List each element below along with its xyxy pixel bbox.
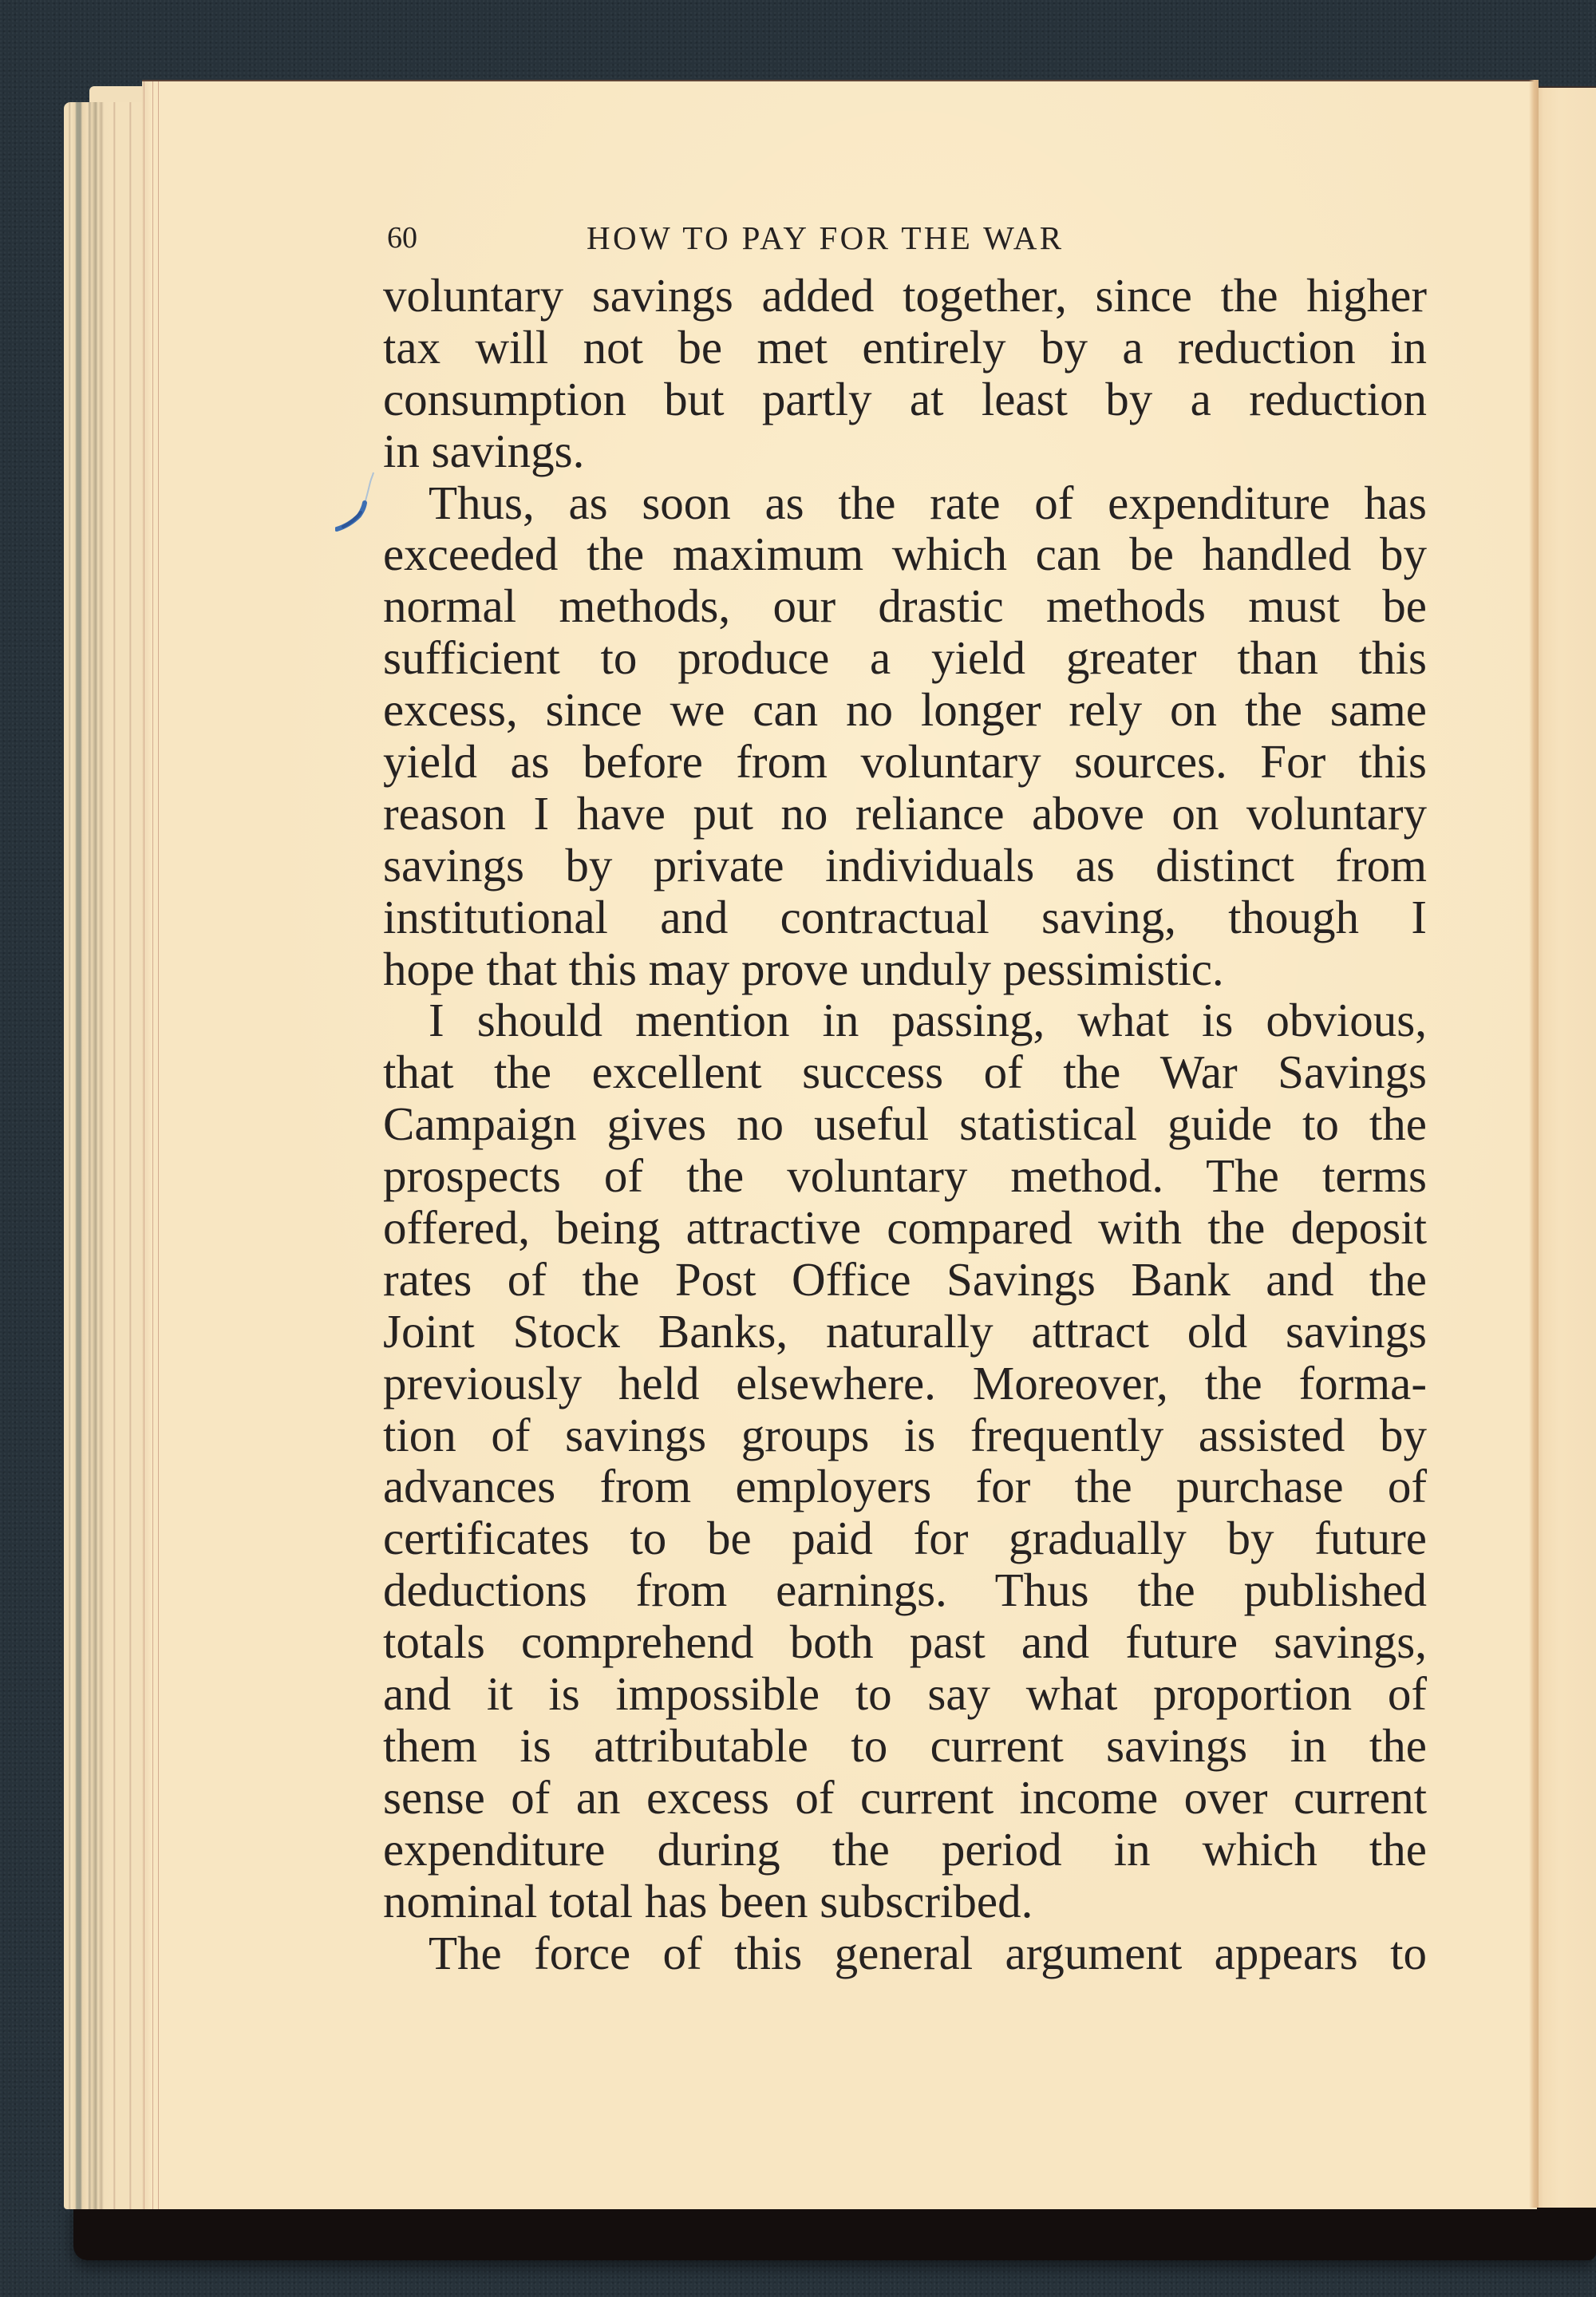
running-title: HOW TO PAY FOR THE WAR (587, 219, 1065, 256)
text-line: prospects of the voluntary method. The terms (383, 1149, 1427, 1203)
text-line: institutional and contractual saving, though I (383, 890, 1427, 943)
page-gutter (1529, 80, 1539, 2208)
text-line: deductions from earnings. Thus the published (383, 1564, 1427, 1617)
text-line: voluntary savings added together, since the higher (383, 269, 1427, 322)
page-stack-edges (64, 102, 152, 2209)
text-line: sufficient to produce a yield greater than this (383, 631, 1427, 685)
book-shadow (73, 2203, 1596, 2260)
pencil-check-mark-icon (335, 471, 375, 532)
paragraph-war-savings (383, 994, 1427, 1927)
facing-page (1535, 86, 1596, 2208)
text-line: normal methods, our drastic methods must be (383, 579, 1427, 633)
text-line: and it is impossible to say what proportion of (383, 1667, 1427, 1721)
paragraph-force (383, 1927, 1427, 1979)
text-line: rates of the Post Office Savings Bank and the (383, 1252, 1427, 1306)
paragraph-thus (383, 477, 1427, 995)
page-edge-line (152, 81, 153, 2209)
text-line: previously held elsewhere. Moreover, the forma- (383, 1356, 1427, 1409)
text-line: reason I have put no reliance above on voluntary (383, 786, 1427, 840)
text-line: totals comprehend both past and future savings, (383, 1615, 1427, 1669)
text-line: advances from employers for the purchase of (383, 1460, 1427, 1513)
text-line: them is attributable to current savings in the (383, 1718, 1427, 1772)
text-line: consumption but partly at least by a reduction (383, 372, 1427, 425)
text-line: offered, being attractive compared with the deposit (383, 1201, 1427, 1255)
text-line: Campaign gives no useful statistical guide to the (383, 1097, 1427, 1151)
text-line: excess, since we can no longer rely on the same (383, 683, 1427, 737)
text-line: savings by private individuals as distinct from (383, 838, 1427, 892)
text-line: certificates to be paid for gradually by future (383, 1512, 1427, 1565)
page-number: 60 (387, 221, 417, 255)
text-line: tion of savings groups is frequently assisted by (383, 1408, 1427, 1461)
text-line: I should mention in passing, what is obvious, (429, 994, 1427, 1047)
text-line: nominal total has been subscribed. (383, 1874, 1033, 1927)
text-line: in savings. (383, 424, 585, 477)
text-line: Joint Stock Banks, naturally attract old savings (383, 1304, 1427, 1358)
body-text (383, 270, 1427, 1979)
text-line: tax will not be met entirely by a reduction in (383, 320, 1427, 374)
text-line: yield as before from voluntary sources. For this (383, 735, 1427, 789)
text-line: hope that this may prove unduly pessimistic. (383, 942, 1224, 995)
paragraph-continued (383, 270, 1427, 477)
text-line: Thus, as soon as the rate of expenditure has (429, 476, 1427, 529)
text-line: The force of this general argument appears to (429, 1926, 1427, 1979)
text-line: expenditure during the period in which the (383, 1822, 1427, 1876)
page-edge-line (158, 81, 159, 2209)
text-line: that the excellent success of the War Savings (383, 1046, 1427, 1099)
text-line: exceeded the maximum which can be handled by (383, 528, 1427, 581)
running-head (387, 214, 1233, 262)
text-line: sense of an excess of current income over current (383, 1770, 1427, 1824)
